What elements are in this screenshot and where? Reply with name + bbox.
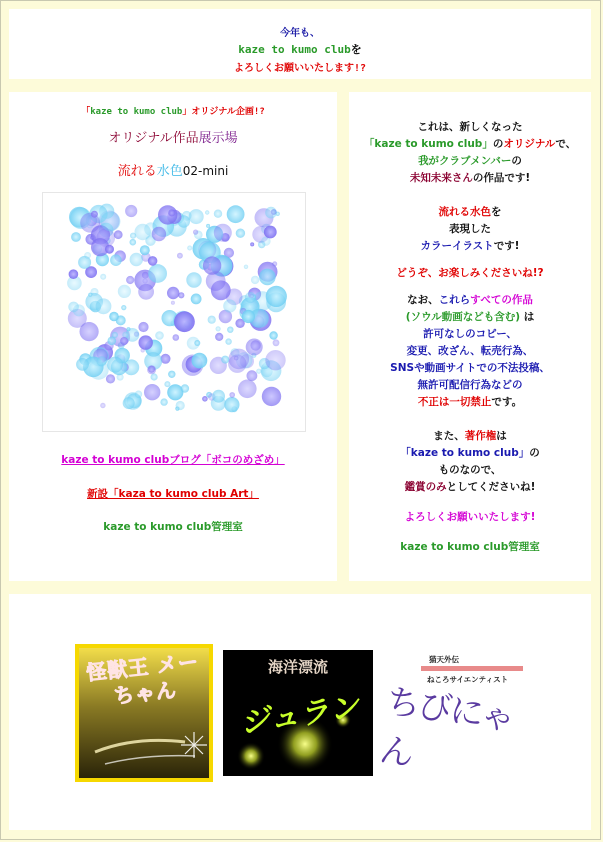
notice-line bbox=[349, 204, 591, 221]
bubble bbox=[216, 326, 221, 331]
bubble bbox=[118, 285, 131, 298]
kaiyo-juran-logo[interactable] bbox=[223, 650, 373, 776]
bubble bbox=[160, 398, 167, 405]
work-title-part3: 02-mini bbox=[182, 164, 229, 178]
bubble bbox=[109, 312, 119, 322]
notice-fragment: で、 bbox=[555, 138, 577, 150]
exhibit-title bbox=[9, 127, 337, 146]
bubble bbox=[135, 224, 151, 240]
notice-fragment: の作品です! bbox=[472, 172, 531, 184]
bubble bbox=[272, 261, 277, 266]
club-bracket-name: 「kaze to kumo club」 bbox=[363, 138, 493, 150]
bubble bbox=[108, 337, 117, 346]
bubble bbox=[138, 284, 154, 300]
bubble bbox=[130, 239, 137, 246]
bubble bbox=[101, 212, 121, 232]
bubble bbox=[256, 369, 261, 374]
notice-fragment: なお、 bbox=[407, 294, 439, 306]
kaiju-logo-text: 怪獣王 メーちゃん bbox=[85, 649, 201, 709]
bubble bbox=[140, 245, 150, 255]
work-title bbox=[9, 160, 337, 179]
bubble bbox=[152, 227, 166, 241]
bubble bbox=[126, 276, 134, 284]
project-subtitle bbox=[9, 104, 337, 117]
notice-text: これは、新しくなった bbox=[417, 121, 523, 133]
prohibited-label: 不正は一切禁止 bbox=[417, 396, 492, 408]
copyright-label: 著作権 bbox=[464, 430, 497, 442]
notice-line bbox=[349, 170, 591, 187]
works-banner-panel bbox=[9, 594, 591, 830]
bubble bbox=[123, 397, 135, 409]
bubble bbox=[206, 224, 210, 228]
exhibit-title-part2: 展示場 bbox=[198, 131, 238, 146]
notice-fragment: の bbox=[529, 447, 540, 459]
bubble bbox=[227, 327, 233, 333]
bubble bbox=[203, 256, 221, 274]
bubble bbox=[236, 229, 245, 238]
notice-fragment: は bbox=[523, 311, 535, 323]
kaiyo-name: ジュラン bbox=[237, 689, 362, 742]
subtitle-club-name: kaze to kumo club bbox=[90, 107, 183, 117]
bubble bbox=[191, 294, 202, 305]
bubble bbox=[71, 232, 81, 242]
bubble bbox=[265, 207, 277, 219]
bubble bbox=[229, 392, 235, 398]
notice-fragment: としてくださいね! bbox=[446, 481, 536, 493]
bubble bbox=[181, 384, 189, 392]
bubble bbox=[106, 374, 115, 383]
notice-line bbox=[349, 153, 591, 170]
bubble bbox=[234, 356, 239, 361]
bubble bbox=[100, 403, 105, 408]
notice-text: 許可なしのコピー、 bbox=[423, 328, 517, 340]
bubble bbox=[262, 387, 281, 406]
notice-fragment: です。 bbox=[491, 396, 523, 408]
bubble bbox=[194, 340, 200, 346]
bubble bbox=[125, 205, 137, 217]
club-bracket-name: 「kaze to kumo club」 bbox=[400, 447, 530, 459]
bubble bbox=[251, 276, 259, 284]
exhibit-panel bbox=[9, 92, 337, 581]
bubble bbox=[246, 339, 263, 356]
bubble bbox=[130, 253, 143, 266]
notice-paragraph-5 bbox=[349, 428, 591, 496]
notice-fragment: すべての作品 bbox=[470, 294, 533, 306]
notice-paragraph-1 bbox=[349, 119, 591, 187]
bubble bbox=[192, 353, 208, 369]
bubble bbox=[212, 390, 225, 403]
bubble bbox=[266, 286, 287, 307]
bubble bbox=[130, 233, 136, 239]
notice-fragment: を bbox=[491, 206, 502, 218]
bubble bbox=[171, 301, 175, 305]
bubble bbox=[176, 401, 185, 410]
notice-text: 表現した bbox=[449, 223, 491, 235]
bubble bbox=[141, 348, 145, 352]
enjoy-message: どうぞ、お楽しみくださいね!? bbox=[396, 267, 544, 279]
bubble bbox=[223, 299, 236, 312]
notice-line bbox=[349, 394, 591, 411]
notice-line bbox=[349, 136, 591, 153]
bubble bbox=[100, 274, 106, 280]
bubble bbox=[193, 230, 198, 235]
bubble bbox=[147, 365, 156, 374]
greeting-line2 bbox=[9, 41, 591, 57]
work-title-part2: 水色 bbox=[156, 164, 183, 179]
chibi-subtitle-2: ねころサイエンティスト bbox=[427, 675, 509, 684]
work-name: 流れる水色 bbox=[438, 206, 491, 218]
bubble bbox=[205, 210, 209, 214]
bubble bbox=[187, 246, 192, 251]
bubble bbox=[238, 380, 257, 399]
view-only-label: 鑑賞のみ bbox=[404, 481, 447, 493]
bubble bbox=[244, 265, 248, 269]
admin-label: kaze to kumo club管理室 bbox=[103, 521, 243, 533]
chibi-subtitle-1: 猫天外伝 bbox=[429, 655, 459, 664]
bracket-close: 」 bbox=[182, 107, 192, 117]
greeting-suffix: を bbox=[350, 43, 362, 56]
bubble bbox=[151, 373, 158, 380]
bubble bbox=[120, 337, 128, 345]
notice-line bbox=[349, 292, 591, 309]
bubble bbox=[121, 305, 126, 310]
bracket-open: 「 bbox=[81, 107, 91, 117]
bubble bbox=[168, 371, 175, 378]
bubble bbox=[110, 254, 122, 266]
bubble bbox=[167, 287, 179, 299]
artwork-bubbles bbox=[43, 193, 305, 431]
admin-label: kaze to kumo club管理室 bbox=[400, 541, 540, 553]
artwork-image[interactable] bbox=[42, 192, 306, 432]
notice-fragment: の bbox=[492, 138, 504, 150]
bubble bbox=[80, 213, 100, 233]
notice-panel bbox=[349, 92, 591, 581]
bubble bbox=[107, 357, 123, 373]
greeting-line1: 今年も、 bbox=[280, 28, 320, 39]
notice-text: SNSや動画サイトでの不法投稿、 bbox=[390, 362, 550, 374]
bubble bbox=[273, 339, 280, 346]
notice-paragraph-4 bbox=[349, 292, 591, 411]
bubble bbox=[189, 209, 204, 224]
bubble bbox=[224, 397, 239, 412]
notice-fragment: は bbox=[496, 430, 507, 442]
notice-line bbox=[349, 445, 591, 462]
bubble bbox=[264, 226, 277, 239]
club-name: kaze to kumo club bbox=[238, 43, 351, 56]
bubble bbox=[227, 205, 245, 223]
kaiju-me-chan-logo[interactable] bbox=[75, 644, 213, 782]
bubble bbox=[265, 350, 285, 370]
bubble bbox=[242, 310, 255, 323]
notice-line bbox=[349, 479, 591, 496]
work-title-part1: 流れる bbox=[117, 164, 157, 179]
bubble bbox=[173, 334, 180, 341]
bubble bbox=[208, 316, 216, 324]
bubble bbox=[245, 292, 256, 303]
bubble bbox=[80, 322, 99, 341]
blog-link[interactable]: kaze to kumo clubブログ「ボコのめざめ」 bbox=[61, 454, 285, 466]
notice-paragraph-2 bbox=[349, 204, 591, 255]
bubble bbox=[148, 264, 167, 283]
greeting-line3: よろしくお願いいたします!? bbox=[233, 63, 367, 74]
bubble bbox=[105, 245, 114, 254]
notice-fragment: これら bbox=[438, 294, 471, 306]
chibi-name: ちびにゃん bbox=[377, 681, 516, 775]
notice-text: 無許可配信行為などの bbox=[417, 379, 523, 391]
bubble bbox=[148, 256, 158, 266]
bubble bbox=[96, 298, 112, 314]
notice-line bbox=[349, 238, 591, 255]
notice-fragment: (ソウル動画なども含む) bbox=[405, 311, 521, 323]
chibi-underline bbox=[421, 666, 523, 671]
bubble bbox=[250, 242, 254, 246]
bubble bbox=[76, 358, 89, 371]
bubble bbox=[215, 333, 223, 341]
exhibit-title-part1: オリジナル作品 bbox=[108, 131, 199, 146]
bubble bbox=[214, 210, 222, 218]
member-label: 我がクラブメンバー bbox=[418, 155, 512, 167]
bubble bbox=[144, 384, 160, 400]
illustration-label: カラーイラスト bbox=[420, 240, 494, 252]
bubble bbox=[139, 335, 153, 349]
notice-fragment: です! bbox=[493, 240, 520, 252]
links-area bbox=[9, 448, 337, 534]
subtitle-rest: オリジナル企画!? bbox=[191, 107, 265, 117]
bubble bbox=[84, 252, 91, 259]
bubble bbox=[247, 370, 258, 381]
bubble bbox=[168, 209, 175, 216]
notice-fragment: また、 bbox=[433, 430, 465, 442]
notice-line bbox=[349, 428, 591, 445]
bubble bbox=[97, 356, 107, 366]
bubble bbox=[138, 322, 148, 332]
bubble bbox=[155, 331, 164, 340]
bubble bbox=[225, 338, 231, 344]
bubble bbox=[174, 311, 195, 332]
new-year-greeting bbox=[9, 9, 591, 79]
bubble bbox=[229, 349, 250, 370]
bubble bbox=[69, 269, 79, 279]
bubble bbox=[177, 253, 183, 259]
bubble bbox=[68, 302, 79, 313]
bubble bbox=[269, 331, 277, 339]
notice-fragment: の bbox=[511, 155, 522, 167]
thanks-message: よろしくお願いいたします! bbox=[404, 511, 536, 523]
notice-fragment: オリジナル bbox=[503, 138, 556, 150]
notice-text: ものなので、 bbox=[438, 464, 502, 476]
bubble bbox=[221, 356, 229, 364]
kaiyo-title: 海洋漂流 bbox=[267, 658, 328, 676]
bubble bbox=[88, 293, 92, 297]
bubble bbox=[114, 230, 123, 239]
bubble bbox=[167, 384, 183, 400]
bubble bbox=[135, 391, 142, 398]
bubble bbox=[214, 224, 232, 242]
bubble bbox=[164, 381, 170, 387]
bubble bbox=[186, 272, 201, 287]
chibi-nyan-logo[interactable] bbox=[379, 654, 539, 774]
artist-name: 未知未来さん bbox=[409, 172, 473, 184]
notice-line bbox=[349, 309, 591, 326]
bubble bbox=[259, 269, 276, 286]
notice-text: 変更、改ざん、転売行為、 bbox=[406, 345, 534, 357]
new-site-link[interactable]: 新設「kaza to kumo club Art」 bbox=[87, 488, 259, 500]
bubble bbox=[202, 396, 208, 402]
